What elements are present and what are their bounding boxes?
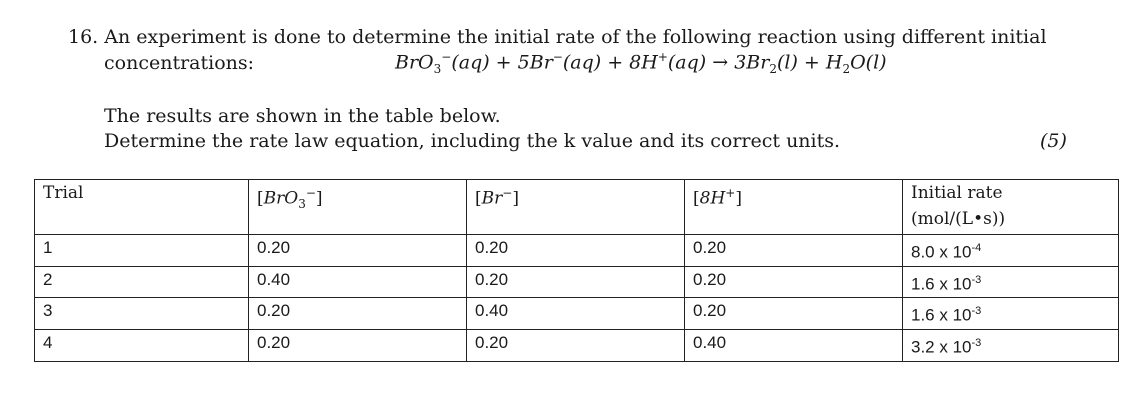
instruction-text: Determine the rate law equation, including the k value and its correct units. [104, 130, 841, 152]
cell-h: 0.20 [685, 235, 903, 267]
cell-br: 0.20 [467, 266, 685, 298]
question-intro: An experiment is done to determine the initial rate of the following reaction using different initial [104, 26, 1047, 48]
cell-bro3: 0.40 [249, 266, 467, 298]
cell-trial: 1 [35, 235, 249, 267]
cell-rate: 1.6 x $10^{-3}$ [903, 266, 1119, 298]
header-trial: Trial [35, 180, 249, 235]
header-bro3: [BrO$_3$−] [249, 180, 467, 235]
table-row [35, 298, 1119, 330]
cell-h: 0.40 [685, 329, 903, 361]
cell-br: 0.40 [467, 298, 685, 330]
cell-bro3: 0.20 [249, 235, 467, 267]
cell-br: 0.20 [467, 235, 685, 267]
cell-trial: 4 [35, 329, 249, 361]
table-row [35, 235, 1119, 267]
table-row [35, 329, 1119, 361]
header-h: [8H+] [685, 180, 903, 235]
cell-bro3: 0.20 [249, 298, 467, 330]
cell-h: 0.20 [685, 266, 903, 298]
cell-rate: 3.2 x $10^{-3}$ [903, 329, 1119, 361]
cell-rate: 8.0 x $10^{-4}$ [903, 235, 1119, 267]
header-initial-rate: Initial rate (mol/(L•s)) [903, 180, 1119, 235]
marks-label: (5) [1040, 130, 1067, 152]
cell-bro3: 0.20 [249, 329, 467, 361]
table-header-row [35, 180, 1119, 235]
results-table [34, 179, 1119, 362]
table-row [35, 266, 1119, 298]
question-number: 16. [68, 26, 99, 48]
cell-trial: 2 [35, 266, 249, 298]
cell-br: 0.20 [467, 329, 685, 361]
cell-rate: 1.6 x $10^{-3}$ [903, 298, 1119, 330]
cell-trial: 3 [35, 298, 249, 330]
results-text: The results are shown in the table below. [104, 105, 501, 127]
header-br: [Br−] [467, 180, 685, 235]
cell-h: 0.20 [685, 298, 903, 330]
reaction-equation: $BrO_3^-(aq) + 5Br^-(aq) + 8H^+(aq) \to 3Br_2(l) + H_2O(l)$ [395, 50, 887, 77]
question-text-line1 [68, 26, 1047, 48]
question-text-line2: concentrations: [104, 52, 255, 74]
